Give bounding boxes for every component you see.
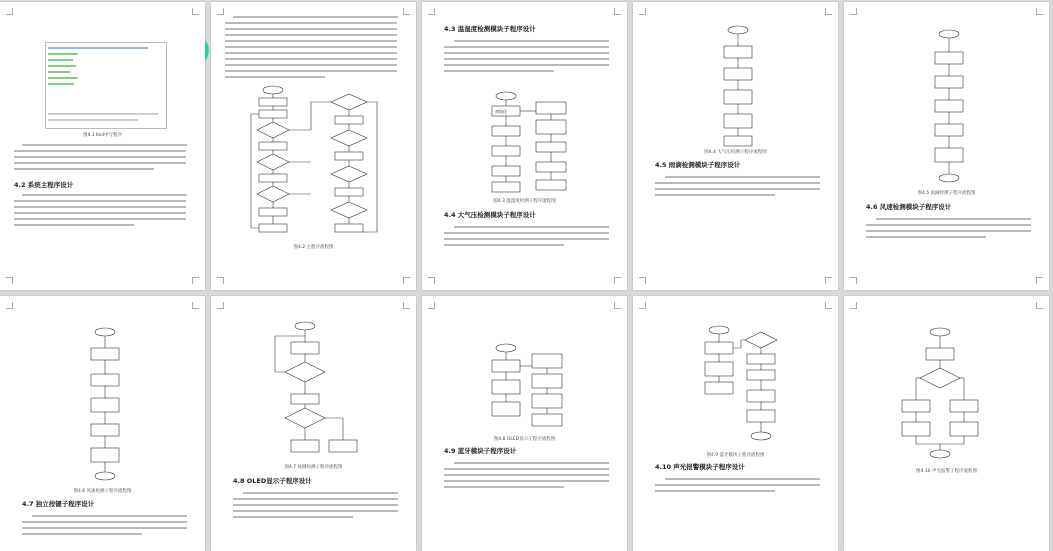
alarm-flowchart [844, 296, 1049, 551]
document-page-8[interactable] [422, 296, 627, 551]
section-heading: 4.8 OLED显示子程序设计 [233, 477, 312, 485]
figure-caption: 图4.10 声光报警子程序流程图 [916, 469, 977, 474]
section-heading: 4.9 蓝牙模块子程序设计 [444, 447, 517, 455]
wind-flowchart [0, 296, 205, 551]
document-page-9[interactable] [633, 296, 838, 551]
figure-caption: 图4.1 Keil中写程序 [82, 133, 123, 138]
document-page-3[interactable] [422, 2, 627, 290]
document-page-2[interactable] [211, 2, 416, 290]
section-heading: 4.4 大气压检测模块子程序设计 [444, 211, 536, 219]
document-page-7[interactable] [211, 296, 416, 551]
rain-flowchart [844, 2, 1049, 290]
document-page-6[interactable] [0, 296, 205, 551]
figure-caption: 图4.4 大气压检测子程序流程图 [704, 150, 767, 155]
figure-caption: 图4.6 风速检测子程序流程图 [73, 489, 132, 494]
pressure-flowchart [633, 2, 838, 290]
keil-screenshot [45, 42, 167, 129]
document-page-5[interactable] [844, 2, 1049, 290]
section-heading: 4.3 温湿度检测模块子程序设计 [444, 25, 536, 33]
section-heading: 4.10 声光报警模块子程序设计 [655, 463, 745, 471]
oled-flowchart [422, 296, 627, 551]
section-heading: 4.2 系统主程序设计 [14, 181, 74, 189]
section-heading: 4.6 风速检测模块子程序设计 [866, 203, 952, 211]
figure-caption: 图4.2 主程序流程图 [293, 245, 334, 250]
document-page-1[interactable] [0, 2, 205, 290]
figure-caption: 图4.3 温湿度检测子程序流程图 [493, 199, 556, 204]
section-heading: 4.5 雨滴检测模块子程序设计 [655, 161, 741, 169]
figure-caption: 图4.5 雨滴检测子程序流程图 [917, 191, 976, 196]
temp-humidity-flowchart [422, 2, 627, 290]
bluetooth-flowchart [633, 296, 838, 551]
figure-caption: 图4.7 按键检测子程序流程图 [284, 465, 343, 470]
figure-caption: 图4.9 蓝牙模块子程序流程图 [706, 453, 765, 458]
document-page-4[interactable] [633, 2, 838, 290]
key-flowchart [211, 296, 416, 551]
figure-caption: 图4.8 OLED显示子程序流程图 [493, 437, 556, 442]
section-heading: 4.7 独立按键子程序设计 [22, 500, 95, 508]
init-label: 初始化 [495, 109, 507, 114]
document-page-10[interactable] [844, 296, 1049, 551]
